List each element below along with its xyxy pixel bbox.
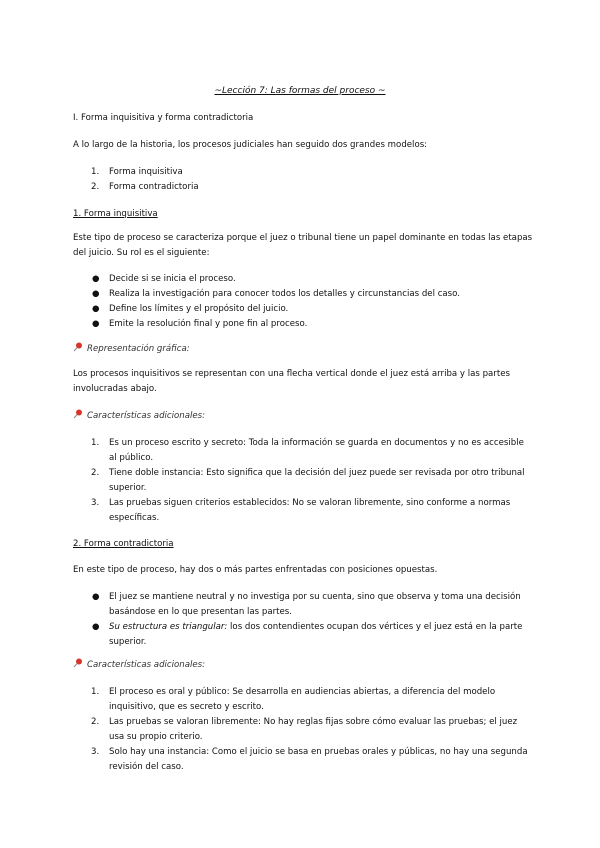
list-item: 1. Es un proceso escrito y secreto: Toda la información se guarda en documentos y no es accesible al público. <box>91 438 524 464</box>
contradictory-characteristics-label: Características adicionales: <box>73 658 533 673</box>
graphic-representation-text: Los procesos inquisitivos se representan con una flecha vertical donde el juez está arriba y las partes involucradas abajo. <box>73 369 510 395</box>
pushpin-icon <box>73 342 83 352</box>
list-item: ● Decide si se inicia el proceso. <box>92 274 236 284</box>
list-item: ● Realiza la investigación para conocer todos los detalles y circunstancias del caso. <box>92 289 460 300</box>
inquisitive-description: Este tipo de proceso se caracteriza porque el juez o tribunal tiene un papel dominante en todas las etapas del juicio. Su rol es el siguiente: <box>73 233 533 259</box>
graphic-representation-label: Representación gráfica: <box>73 342 533 357</box>
section-heading: I. Forma inquisitiva y forma contradictoria <box>73 113 254 123</box>
pushpin-icon <box>73 658 83 668</box>
list-item: 3. Solo hay una instancia: Como el juicio se basa en pruebas orales y públicas, no hay una segunda revisión del caso. <box>91 747 528 773</box>
inquisitive-characteristics-label: Características adicionales: <box>73 409 533 424</box>
list-item: ● Su estructura es triangular: los dos contendientes ocupan dos vértices y el juez está en la parte superior. <box>92 622 523 648</box>
contradictory-characteristics-list <box>73 685 533 775</box>
list-item: ● El juez se mantiene neutral y no investiga por su cuenta, sino que observa y toma una decisión basándose en lo que presentan las partes. <box>92 592 521 618</box>
list-item: 3. Las pruebas siguen criterios establecidos: No se valoran libremente, sino conforme a normas específicas. <box>91 498 511 524</box>
inquisitive-bullets <box>73 272 533 332</box>
list-item: ● Define los límites y el propósito del juicio. <box>92 304 289 315</box>
contradictory-bullets <box>73 590 533 650</box>
contradictory-description: En este tipo de proceso, hay dos o más partes enfrentadas con posiciones opuestas. <box>73 565 438 575</box>
pushpin-icon <box>73 409 83 419</box>
list-item: 2. Tiene doble instancia: Esto significa que la decisión del juez puede ser revisada por otro tribunal superior. <box>91 468 525 494</box>
inquisitive-characteristics-list <box>73 436 533 526</box>
list-item: 1. El proceso es oral y público: Se desarrolla en audiencias abiertas, a diferencia del modelo inquisitivo, que es secreto y escrito. <box>91 687 496 713</box>
list-item: 2. Las pruebas se valoran libremente: No hay reglas fijas sobre cómo evaluar las pruebas; el juez usa su propio criterio. <box>91 717 518 743</box>
list-item: 2. Forma contradictoria <box>91 182 199 193</box>
list-item: ● Emite la resolución final y pone fin al proceso. <box>92 319 308 330</box>
inquisitive-heading: 1. Forma inquisitiva <box>73 209 158 219</box>
page-title: ~Lección 7: Las formas del proceso ~ <box>214 86 386 96</box>
models-list <box>73 165 533 195</box>
intro-paragraph: A lo largo de la historia, los procesos judiciales han seguido dos grandes modelos: <box>73 140 428 150</box>
contradictory-heading: 2. Forma contradictoria <box>73 539 174 549</box>
list-item: 1. Forma inquisitiva <box>91 167 183 177</box>
